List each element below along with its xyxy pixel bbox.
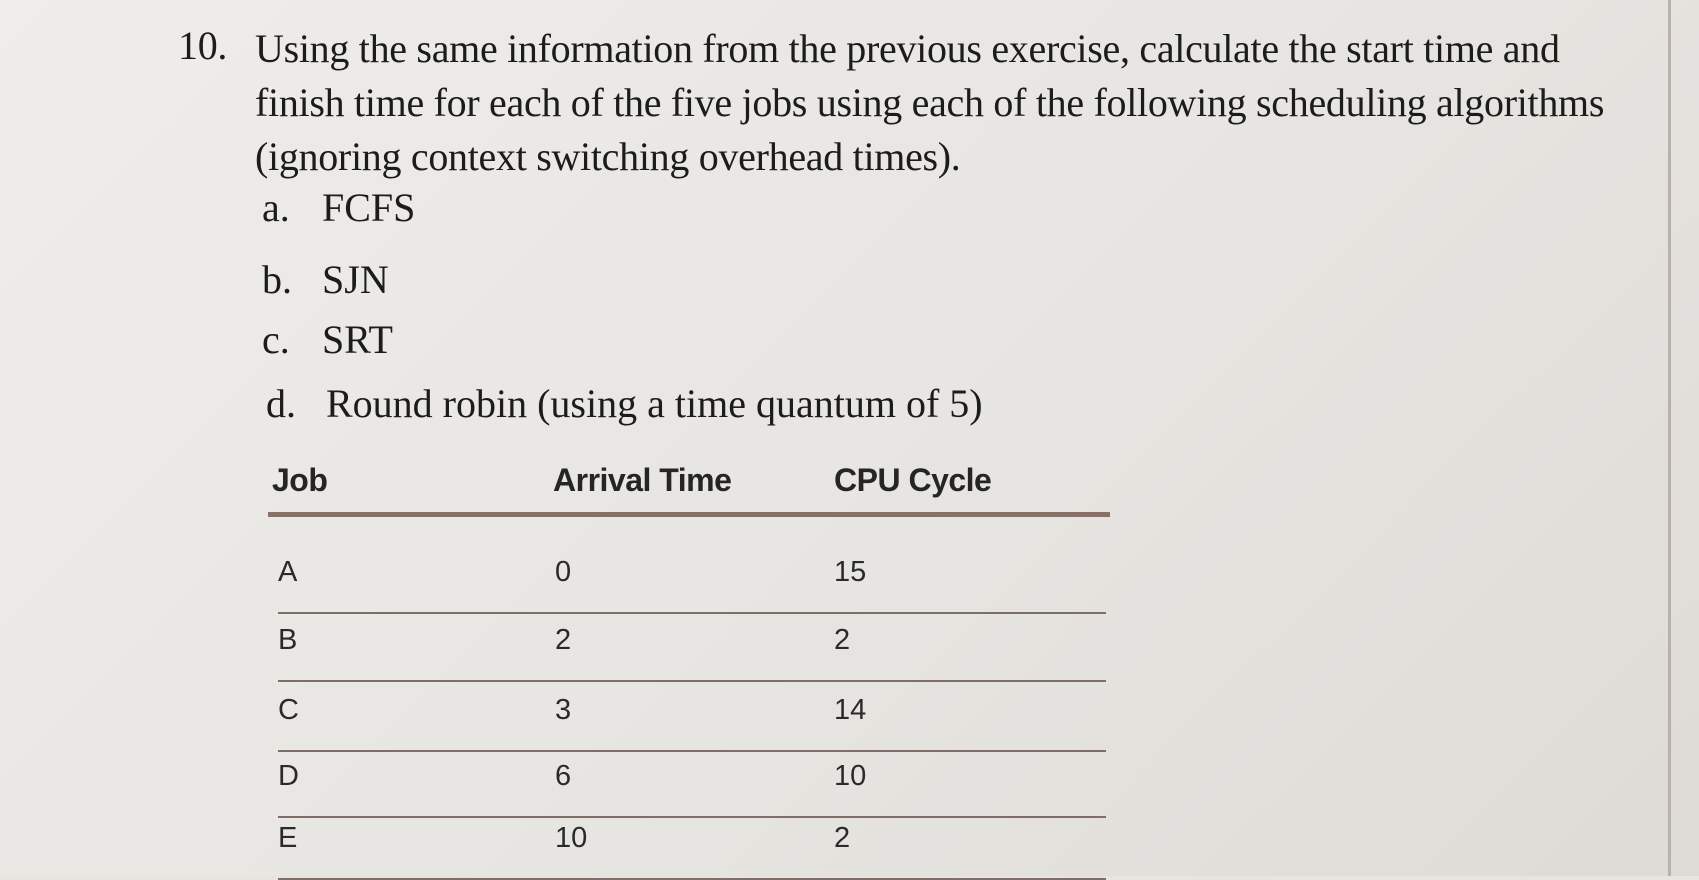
table-row — [268, 616, 1110, 682]
table-row — [268, 814, 1110, 880]
question-number: 10. — [178, 23, 228, 68]
cell-arrival: 6 — [555, 760, 572, 792]
option-label: b. — [262, 257, 292, 302]
cell-cpu: 2 — [834, 624, 851, 656]
cell-arrival: 0 — [555, 556, 572, 588]
question-text — [255, 22, 1605, 184]
question-line: Using the same information from the previous exercise, calculate the start time and — [255, 26, 1560, 71]
cell-arrival: 2 — [555, 624, 572, 656]
cell-cpu: 2 — [834, 822, 851, 854]
option-text: SRT — [322, 317, 393, 362]
cell-job: A — [278, 556, 298, 588]
header-arrival-time: Arrival Time — [553, 462, 732, 498]
cell-job: D — [278, 760, 299, 792]
option-text: FCFS — [322, 185, 416, 230]
option-d — [266, 380, 983, 427]
option-c — [262, 316, 393, 363]
header-job: Job — [272, 462, 328, 498]
cell-job: B — [278, 624, 298, 656]
cell-job: E — [278, 822, 298, 854]
table-row — [268, 686, 1110, 752]
option-text: SJN — [322, 257, 389, 302]
header-rule — [268, 512, 1110, 517]
option-label: a. — [262, 185, 290, 230]
question-line: (ignoring context switching overhead times). — [255, 134, 961, 179]
header-cpu-cycle: CPU Cycle — [834, 462, 992, 498]
table-row — [268, 548, 1110, 614]
cell-arrival: 3 — [555, 694, 572, 726]
option-label: c. — [262, 317, 290, 362]
page-edge — [1668, 0, 1671, 876]
cell-job: C — [278, 694, 299, 726]
cell-cpu: 14 — [834, 694, 867, 726]
cell-cpu: 15 — [834, 556, 867, 588]
question-line: finish time for each of the five jobs using each of the following scheduling algorithms — [255, 80, 1605, 125]
option-text: Round robin (using a time quantum of 5) — [326, 381, 983, 426]
cell-cpu: 10 — [834, 760, 867, 792]
option-b — [262, 256, 389, 303]
table-row — [268, 752, 1110, 818]
option-a — [262, 184, 415, 231]
cell-arrival: 10 — [555, 822, 588, 854]
option-label: d. — [266, 381, 296, 426]
row-rule — [278, 612, 1106, 614]
row-rule — [278, 680, 1106, 682]
